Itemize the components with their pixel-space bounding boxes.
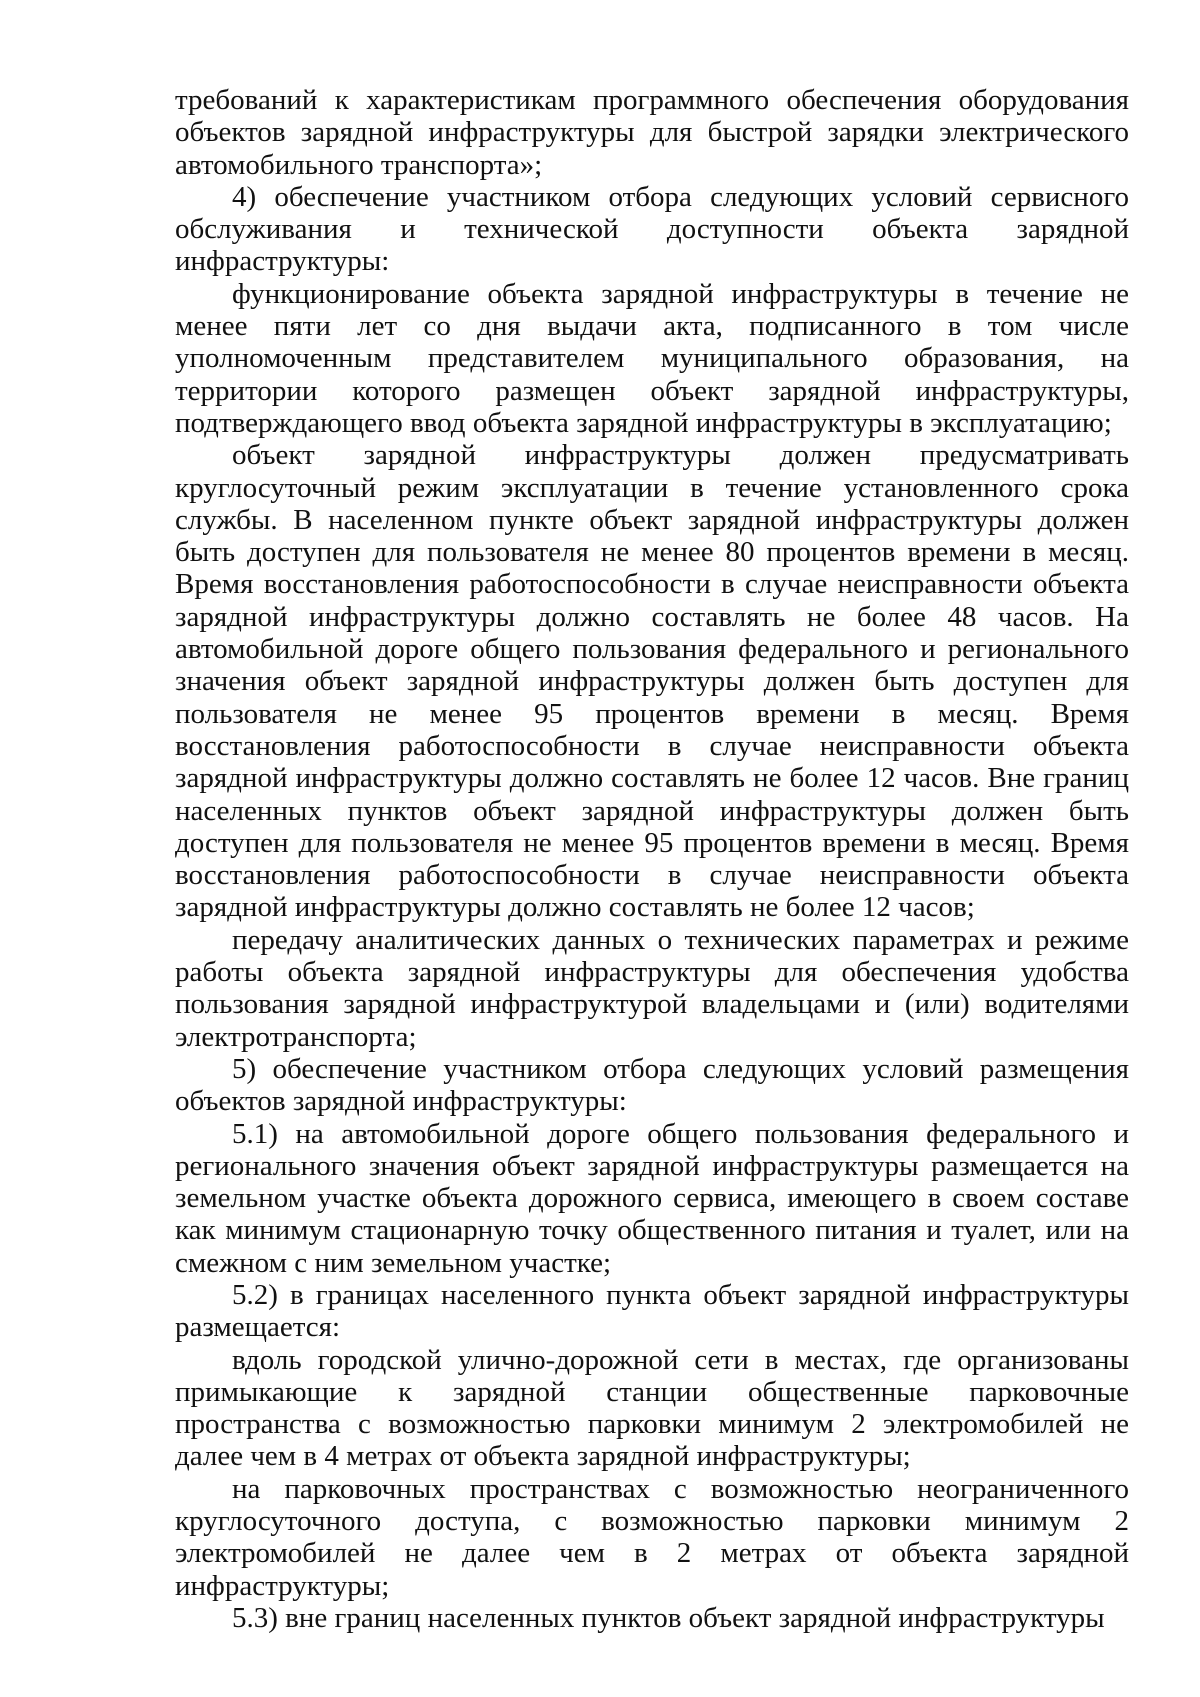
paragraph-functioning: функционирование объекта зарядной инфраструктуры в течение не менее пяти лет со дня выдачи акта, подписанного в том числе уполномоченным представителем муниципального образования, на территории которого размещен объект зарядной инфраструктуры, подтверждающего ввод объекта зарядной инфраструктуры в эксплуатацию; bbox=[175, 277, 1129, 439]
paragraph-item-5: 5) обеспечение участником отбора следующих условий размещения объектов зарядной инфраструктуры: bbox=[175, 1052, 1129, 1118]
paragraph-item-4: 4) обеспечение участником отбора следующих условий сервисного обслуживания и технической доступности объекта зарядной инфраструктуры: bbox=[175, 180, 1129, 278]
paragraph-item-5-3: 5.3) вне границ населенных пунктов объект зарядной инфраструктуры bbox=[232, 1601, 1105, 1634]
document-body bbox=[175, 84, 1129, 1634]
paragraph-continuation: требований к характеристикам программного обеспечения оборудования объектов зарядной инфраструктуры для быстрой зарядки электрического автомобильного транспорта»; bbox=[175, 84, 1129, 181]
paragraph-item-5-2: 5.2) в границах населенного пункта объект зарядной инфраструктуры размещается: bbox=[175, 1278, 1129, 1344]
paragraph-parking-spaces: на парковочных пространствах с возможностью неограниченного круглосуточного доступа, с возможностью парковки минимум 2 электромобилей не далее чем в 2 метрах от объекта зарядной инфраструктуры; bbox=[175, 1472, 1129, 1602]
paragraph-item-5-1: 5.1) на автомобильной дороге общего пользования федерального и регионального значения объект зарядной инфраструктуры размещается на земельном участке объекта дорожного сервиса, имеющего в своем составе как минимум стационарную точку общественного питания и туалет, или на смежном с ним земельном участке; bbox=[175, 1117, 1129, 1279]
paragraph-street-network: вдоль городской улично-дорожной сети в местах, где организованы примыкающие к зарядной станции общественные парковочные пространства с возможностью парковки минимум 2 электромобилей не далее чем в 4 метрах от объекта зарядной инфраструктуры; bbox=[175, 1343, 1129, 1473]
paragraph-availability: объект зарядной инфраструктуры должен предусматривать круглосуточный режим эксплуатации в течение установленного срока службы. В населенном пункте объект зарядной инфраструктуры должен быть доступен для пользователя не менее 80 процентов времени в месяц. Время восстановления работоспособности в случае неисправности объекта зарядной инфраструктуры должно составлять не более 48 часов. На автомобильной дороге общего пользования федерального и регионального значения объект зарядной инфраструктуры должен быть доступен для пользователя не менее 95 процентов времени в месяц. Время восстановления работоспособности в случае неисправности объекта зарядной инфраструктуры должно составлять не более 12 часов. Вне границ населенных пунктов объект зарядной инфраструктуры должен быть доступен для пользователя не менее 95 процентов времени в месяц. Время восстановления работоспособности в случае неисправности объекта зарядной инфраструктуры должно составлять не более 12 часов; bbox=[175, 439, 1129, 924]
paragraph-data-transfer: передачу аналитических данных о технических параметрах и режиме работы объекта зарядной инфраструктуры для обеспечения удобства пользования зарядной инфраструктурой владельцами и (или) водителями электротранспорта; bbox=[175, 923, 1129, 1053]
